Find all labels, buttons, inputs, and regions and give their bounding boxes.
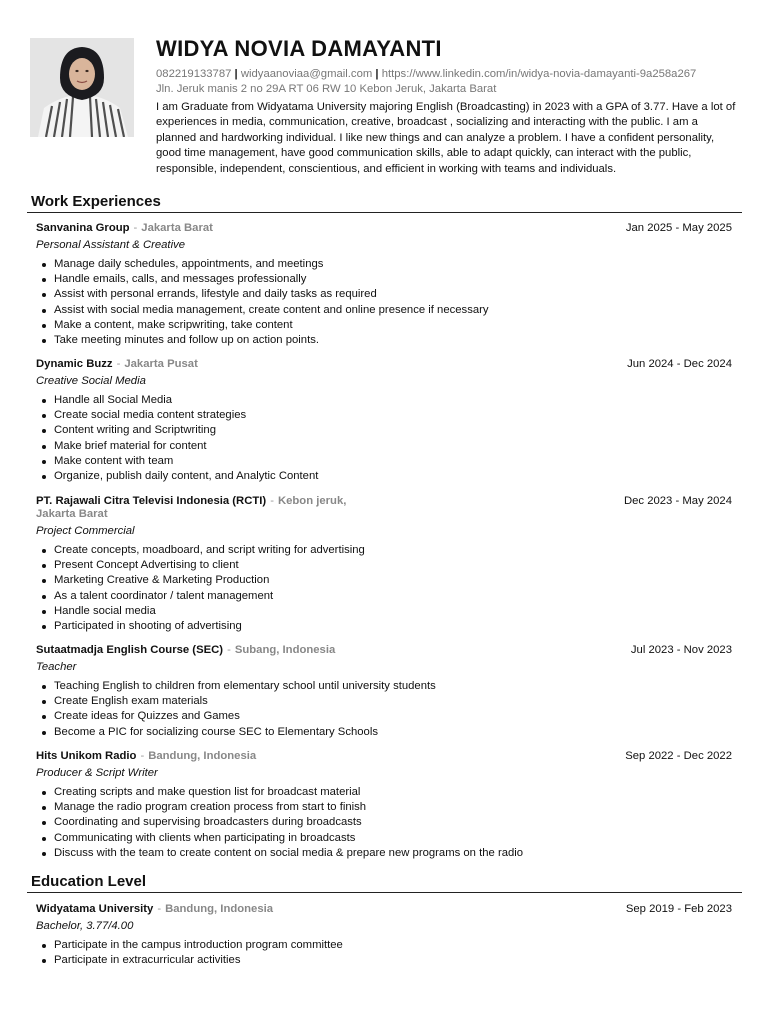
job-header <box>36 358 732 371</box>
job-location: Subang, Indonesia <box>234 644 336 656</box>
school-location: Bandung, Indonesia <box>165 903 274 915</box>
job-location: Jakarta Barat <box>141 222 213 234</box>
job-bullets <box>36 393 732 484</box>
education-header <box>36 903 732 916</box>
location-dash: - <box>157 903 162 915</box>
job-header <box>36 644 732 657</box>
education-bullets <box>36 938 732 968</box>
job-bullet: Content writing and Scriptwriting <box>36 423 732 438</box>
degree: Bachelor, 3.77/4.00 <box>36 920 134 932</box>
job-bullet: Create ideas for Quizzes and Games <box>36 709 732 724</box>
job-bullet: Make brief material for content <box>36 439 732 454</box>
job-entry <box>36 644 732 740</box>
phone-number: 082219133787 <box>156 68 232 80</box>
job-header <box>36 495 366 521</box>
job-header <box>36 222 732 235</box>
job-bullets <box>36 679 732 740</box>
job-role: Teacher <box>36 661 77 673</box>
job-bullet: Creating scripts and make question list for broadcast material <box>36 785 732 800</box>
education-bullet: Participate in extracurricular activities <box>36 953 732 968</box>
company-name: Sanvanina Group <box>36 222 130 234</box>
education-entry <box>36 903 732 968</box>
job-bullet: Participated in shooting of advertising <box>36 619 732 634</box>
job-bullet: Manage daily schedules, appointments, and meetings <box>36 257 732 272</box>
job-role: Producer & Script Writer <box>36 767 158 779</box>
job-bullet: Create social media content strategies <box>36 408 732 423</box>
job-entry <box>36 750 732 861</box>
job-bullets <box>36 543 732 634</box>
company-name: Dynamic Buzz <box>36 358 113 370</box>
job-bullet: Make content with team <box>36 454 732 469</box>
job-dates: Jun 2024 - Dec 2024 <box>627 358 732 370</box>
job-entry <box>36 358 732 484</box>
location-dash: - <box>270 495 274 507</box>
job-bullet: Handle emails, calls, and messages professionally <box>36 272 732 287</box>
job-bullets <box>36 257 732 348</box>
profile-summary: I am Graduate from Widyatama University majoring English (Broadcasting) in 2023 with a GPA of 3.77. Have a lot of experiences in media, communication, creative, broadcast , socializing and interacting with the public. I am a planned and hardworking individual. I like new things and can analyze a problem. I have a confident personality, good time management, have good communication skills, able to adapt quickly, can interact with the public, responsible, independent, conscientious, and efficient in working with teams and individuals. <box>156 101 736 175</box>
email-link[interactable]: widyaanoviaa@gmail.com <box>240 68 373 80</box>
job-bullet: Become a PIC for socializing course SEC to Elementary Schools <box>36 725 732 740</box>
person-avatar-icon <box>30 38 134 137</box>
contact-line <box>156 67 696 82</box>
job-bullet: Assist with social media management, create content and online presence if necessary <box>36 303 732 318</box>
company-name: PT. Rajawali Citra Televisi Indonesia (RCTI) <box>36 495 267 507</box>
job-bullet: As a talent coordinator / talent management <box>36 589 732 604</box>
job-bullet: Handle social media <box>36 604 732 619</box>
job-location: Bandung, Indonesia <box>148 750 257 762</box>
job-bullet: Discuss with the team to create content on social media & prepare new programs on the radio <box>36 846 732 861</box>
job-location: Kebon jeruk, Jakarta Barat <box>36 495 347 520</box>
linkedin-link[interactable]: https://www.linkedin.com/in/widya-novia-damayanti-9a258a267 <box>381 68 697 80</box>
location-dash: - <box>133 222 138 234</box>
job-entry <box>36 495 732 634</box>
contact-separator: | <box>234 68 238 80</box>
job-dates: Sep 2022 - Dec 2022 <box>625 750 732 762</box>
profile-photo <box>30 38 134 137</box>
section-divider <box>27 212 742 213</box>
job-header <box>36 750 732 763</box>
candidate-name: WIDYA NOVIA DAMAYANTI <box>156 36 442 61</box>
education-dates: Sep 2019 - Feb 2023 <box>625 903 732 915</box>
education-bullet: Participate in the campus introduction program committee <box>36 938 732 953</box>
job-role: Creative Social Media <box>36 375 146 387</box>
job-dates: Jul 2023 - Nov 2023 <box>630 644 732 656</box>
location-dash: - <box>116 358 121 370</box>
job-bullet: Coordinating and supervising broadcasters during broadcasts <box>36 815 732 830</box>
section-divider <box>27 892 742 893</box>
job-bullet: Manage the radio program creation process from start to finish <box>36 800 732 815</box>
job-bullet: Create English exam materials <box>36 694 732 709</box>
job-entry <box>36 222 732 348</box>
company-name: Sutaatmadja English Course (SEC) <box>36 644 224 656</box>
work-experiences-heading: Work Experiences <box>31 193 161 210</box>
job-bullet: Create concepts, moadboard, and script writing for advertising <box>36 543 732 558</box>
job-bullet: Make a content, make scripwriting, take content <box>36 318 732 333</box>
location-dash: - <box>227 644 231 656</box>
job-bullet: Teaching English to children from elementary school until university students <box>36 679 732 694</box>
job-bullet: Take meeting minutes and follow up on action points. <box>36 333 732 348</box>
job-bullet: Assist with personal errands, lifestyle and daily tasks as required <box>36 287 732 302</box>
education-heading: Education Level <box>31 873 147 890</box>
job-role: Personal Assistant & Creative <box>36 239 186 251</box>
job-dates: Jan 2025 - May 2025 <box>625 222 732 234</box>
job-bullet: Organize, publish daily content, and Analytic Content <box>36 469 732 484</box>
job-role: Project Commercial <box>36 525 135 537</box>
school-name: Widyatama University <box>36 903 154 915</box>
job-dates: Dec 2023 - May 2024 <box>623 495 732 507</box>
contact-separator: | <box>375 68 379 80</box>
job-bullet: Marketing Creative & Marketing Production <box>36 573 732 588</box>
home-address: Jln. Jeruk manis 2 no 29A RT 06 RW 10 Kebon Jeruk, Jakarta Barat <box>156 83 497 95</box>
job-bullet: Present Concept Advertising to client <box>36 558 732 573</box>
job-bullets <box>36 785 732 861</box>
job-bullet: Handle all Social Media <box>36 393 732 408</box>
job-location: Jakarta Pusat <box>124 358 198 370</box>
location-dash: - <box>140 750 145 762</box>
company-name: Hits Unikom Radio <box>36 750 137 762</box>
job-bullet: Communicating with clients when participating in broadcasts <box>36 831 732 846</box>
